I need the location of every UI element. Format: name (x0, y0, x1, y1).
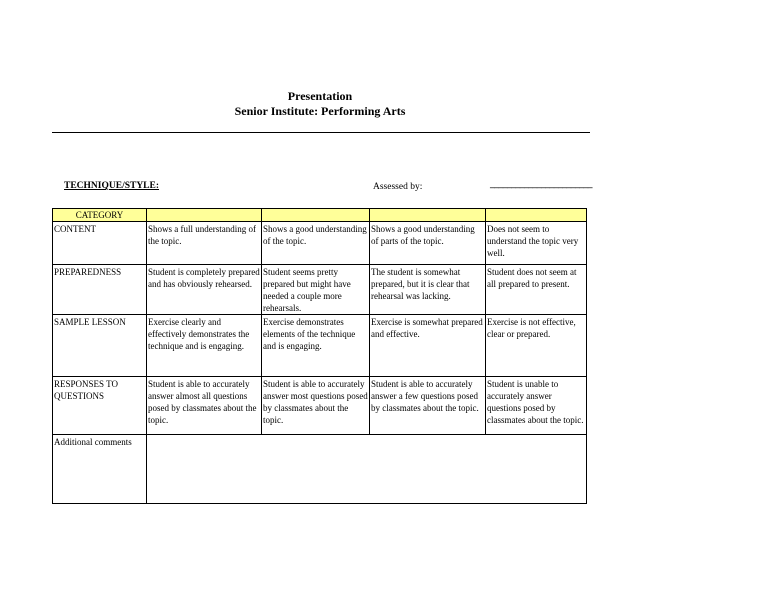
rubric-cell: The student is somewhat prepared, but it is clear that rehearsal was lacking. (370, 265, 486, 315)
header-cell (262, 209, 370, 222)
category-cell: CONTENT (53, 222, 147, 265)
rubric-cell: Student is able to accurately answer almost all questions posed by classmates about the topic. (147, 377, 262, 435)
technique-style-label: TECHNIQUE/STYLE: (64, 181, 160, 191)
rubric-header-row (53, 209, 587, 222)
rubric-cell: Exercise demonstrates elements of the technique and is engaging. (262, 315, 370, 377)
rubric-cell: Does not seem to understand the topic very well. (486, 222, 587, 265)
page-title: Presentation (287, 89, 353, 103)
table-row-preparedness (53, 265, 587, 315)
rubric-cell: Shows a good understanding of parts of the topic. (370, 222, 486, 265)
rubric-cell: Exercise is somewhat prepared and effective. (370, 315, 486, 377)
category-cell: SAMPLE LESSON (53, 315, 147, 377)
rubric-cell: Student is able to accurately answer most questions posed by classmates about the topic. (262, 377, 370, 435)
category-cell: PREPAREDNESS (53, 265, 147, 315)
header-cell (486, 209, 587, 222)
rubric-cell: Shows a full understanding of the topic. (147, 222, 262, 265)
rubric-cell: Student is unable to accurately answer questions posed by classmates about the topic. (486, 377, 587, 435)
rubric-cell: Student is able to accurately answer a few questions posed by classmates about the topic. (370, 377, 486, 435)
header-cell (370, 209, 486, 222)
assessed-by-label: Assessed by: (373, 182, 423, 192)
table-row-sample-lesson (53, 315, 587, 377)
rubric-cell: Exercise clearly and effectively demonstrates the technique and is engaging. (147, 315, 262, 377)
table-row-content (53, 222, 587, 265)
comments-label: Additional comments (53, 435, 147, 504)
table-row-responses (53, 377, 587, 435)
rubric-cell: Exercise is not effective, clear or prepared. (486, 315, 587, 377)
rubric-cell: Student does not seem at all prepared to present. (486, 265, 587, 315)
header-cell (147, 209, 262, 222)
page-subtitle: Senior Institute: Performing Arts (234, 104, 406, 118)
assessed-by-field[interactable]: ________________________ (490, 180, 592, 190)
header-cell-category: CATEGORY (53, 209, 147, 222)
category-cell: RESPONSES TO QUESTIONS (53, 377, 147, 435)
table-row-comments (53, 435, 587, 504)
rubric-cell: Shows a good understanding of the topic. (262, 222, 370, 265)
rubric-table (52, 208, 587, 504)
comments-field[interactable] (147, 435, 587, 504)
header-divider (52, 132, 590, 133)
rubric-cell: Student is completely prepared and has obviously rehearsed. (147, 265, 262, 315)
rubric-cell: Student seems pretty prepared but might have needed a couple more rehearsals. (262, 265, 370, 315)
